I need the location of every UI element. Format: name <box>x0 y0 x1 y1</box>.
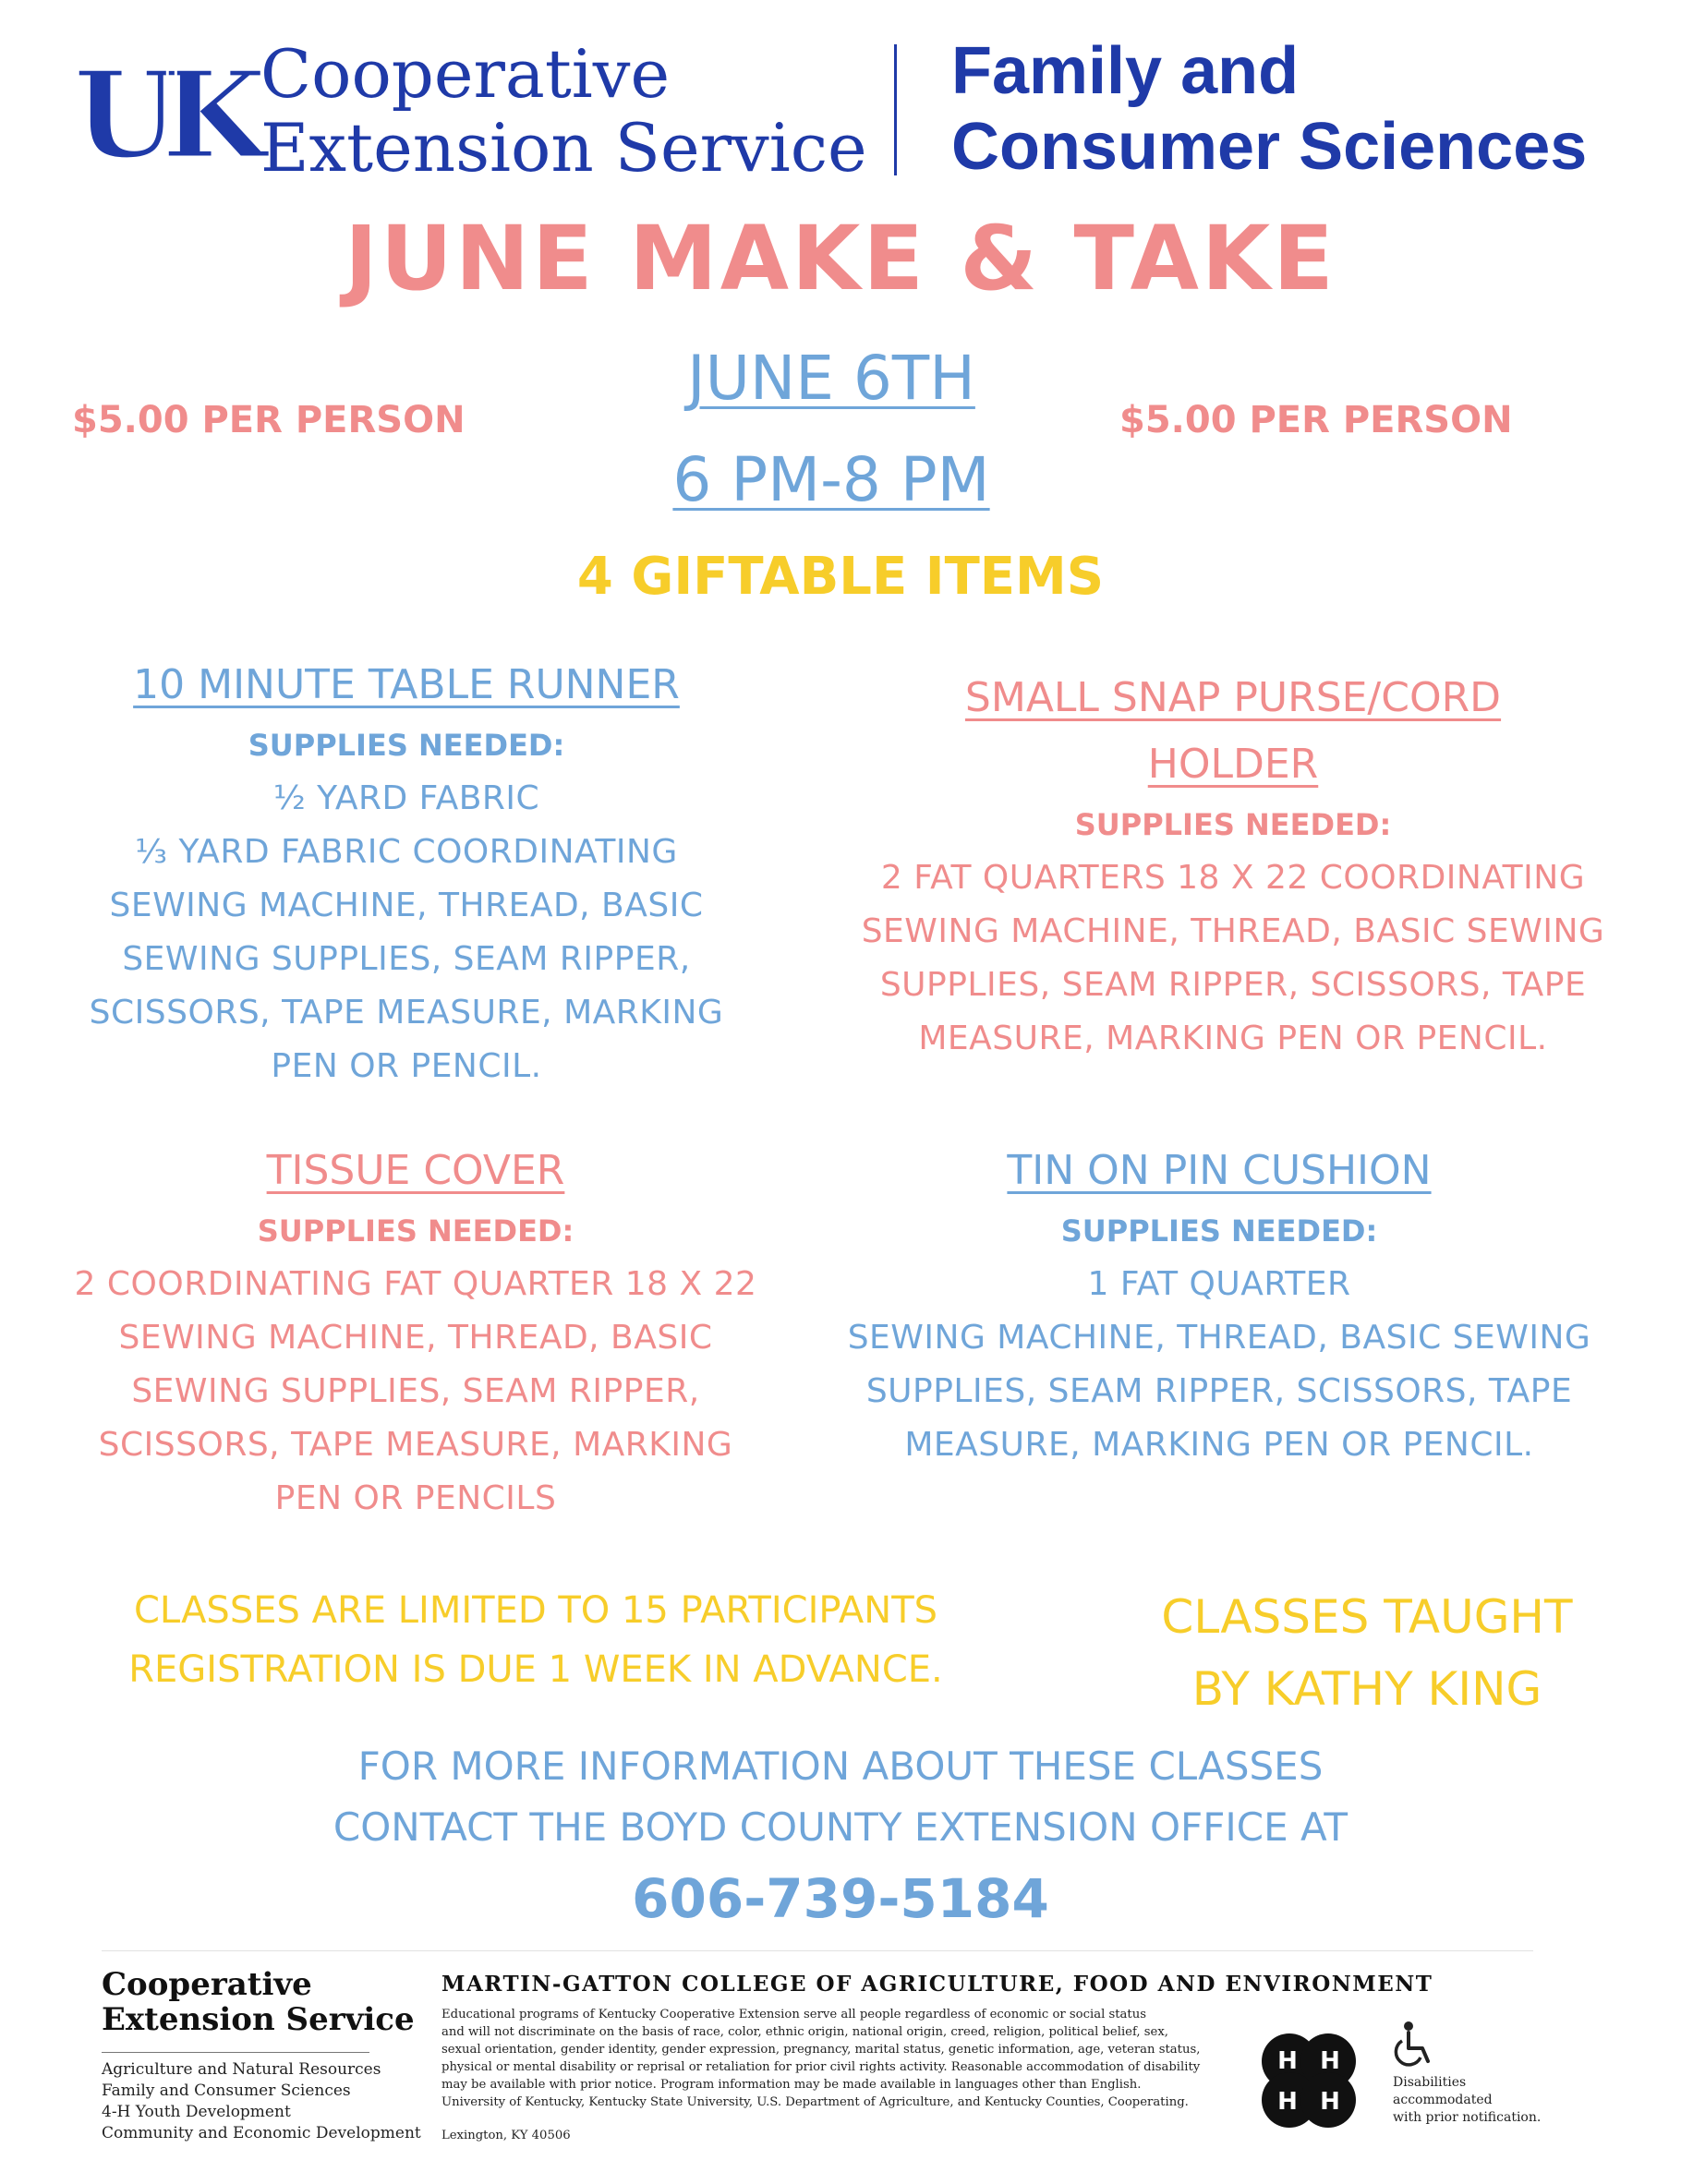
disability-line: Disabilities <box>1393 2075 1467 2090</box>
supply-line: ⅓ YARD FABRIC COORDINATING <box>135 833 678 871</box>
event-title: JUNE MAKE & TAKE <box>345 207 1336 310</box>
footer-location: Lexington, KY 40506 <box>441 2129 571 2142</box>
supply-line: SEWING MACHINE, THREAD, BASIC SEWING <box>861 912 1605 950</box>
supply-line: MEASURE, MARKING PEN OR PENCIL. <box>904 1426 1534 1464</box>
instructor-line2: BY KATHY KING <box>1191 1662 1542 1716</box>
project-tissue-cover <box>37 1138 794 1526</box>
disability-line: accommodated <box>1393 2093 1493 2107</box>
clover-letter: H <box>1320 2047 1340 2075</box>
footer-programs <box>102 2059 421 2144</box>
supplies-label: SUPPLIES NEEDED: <box>257 1213 574 1249</box>
footer-legal <box>441 2006 1236 2111</box>
supply-line: SEWING SUPPLIES, SEAM RIPPER, <box>122 940 691 978</box>
contact-phone: 606-739-5184 <box>632 1867 1049 1930</box>
uk-logo-letters: UK <box>73 44 250 186</box>
contact-line1: FOR MORE INFORMATION ABOUT THESE CLASSES <box>357 1744 1324 1789</box>
supply-line: PEN OR PENCIL. <box>271 1047 542 1085</box>
supply-line: MEASURE, MARKING PEN OR PENCIL. <box>918 1020 1548 1057</box>
disability-line: with prior notification. <box>1393 2110 1542 2125</box>
supply-line: PEN OR PENCILS <box>274 1479 557 1517</box>
uk-logo <box>73 44 250 186</box>
supply-line: SEWING SUPPLIES, SEAM RIPPER, <box>131 1372 700 1410</box>
supplies-label: SUPPLIES NEEDED: <box>1060 1213 1378 1249</box>
clover-letter: H <box>1277 2047 1298 2075</box>
class-limit: CLASSES ARE LIMITED TO 15 PARTICIPANTS <box>133 1589 938 1632</box>
contact-line2: CONTACT THE BOYD COUNTY EXTENSION OFFICE AT <box>333 1804 1348 1850</box>
header-divider <box>894 44 897 175</box>
project-title: TIN ON PIN CUSHION <box>1007 1147 1432 1194</box>
supply-line: SUPPLIES, SEAM RIPPER, SCISSORS, TAPE <box>865 1372 1573 1410</box>
clover-letter: H <box>1320 2088 1340 2116</box>
registration-note: REGISTRATION IS DUE 1 WEEK IN ADVANCE. <box>128 1648 943 1691</box>
clover-letter: H <box>1277 2088 1298 2116</box>
legal-line: physical or mental disability or reprisal or retaliation for prior civil rights activity. Reasonable accommodation of disability <box>441 2060 1201 2074</box>
instructor-line1: CLASSES TAUGHT <box>1161 1590 1573 1644</box>
price-right: $5.00 PER PERSON <box>1119 399 1513 441</box>
legal-line: University of Kentucky, Kentucky State University, U.S. Department of Agriculture, and Kentucky Counties, Cooperating. <box>441 2095 1189 2109</box>
footer-org <box>102 1967 415 2037</box>
class-notes <box>74 1581 998 1699</box>
contact-info <box>0 1736 1681 1858</box>
header-org-line2: Extension Service <box>260 109 867 187</box>
project-title: TISSUE COVER <box>266 1147 565 1194</box>
legal-line: sexual orientation, gender identity, gender expression, pregnancy, marital status, genetic information, age, veteran status, <box>441 2043 1201 2057</box>
project-title: 10 MINUTE TABLE RUNNER <box>133 661 680 708</box>
header-dept-line2: Consumer Sciences <box>951 110 1588 184</box>
disability-note <box>1393 2074 1541 2127</box>
event-date: JUNE 6TH <box>687 343 975 414</box>
supply-line: SCISSORS, TAPE MEASURE, MARKING <box>89 994 724 1032</box>
project-snap-purse <box>822 665 1644 1066</box>
legal-line: and will not discriminate on the basis of race, color, ethnic origin, national origin, creed, religion, political belief, sex, <box>441 2025 1168 2039</box>
supply-line: SEWING MACHINE, THREAD, BASIC <box>118 1319 713 1357</box>
supplies-label: SUPPLIES NEEDED: <box>1074 807 1392 842</box>
footer-org-rule <box>102 2052 369 2053</box>
header-dept-line1: Family and <box>951 34 1300 108</box>
supply-line: 1 FAT QUARTER <box>1087 1265 1351 1303</box>
project-table-runner <box>37 652 776 1093</box>
program-item: Community and Economic Development <box>102 2124 421 2142</box>
supply-line: 2 FAT QUARTERS 18 X 22 COORDINATING <box>880 859 1586 897</box>
project-pin-cushion <box>813 1138 1626 1472</box>
footer-college: MARTIN-GATTON COLLEGE OF AGRICULTURE, FOOD AND ENVIRONMENT <box>441 1972 1433 1997</box>
header-org-line1: Cooperative <box>260 35 671 113</box>
supply-line: SEWING MACHINE, THREAD, BASIC <box>109 887 704 924</box>
items-count: 4 GIFTABLE ITEMS <box>576 547 1105 607</box>
legal-line: may be available with prior notice. Program information may be made available in languages other than English. <box>441 2078 1142 2092</box>
footer-org-line2: Extension Service <box>102 2001 415 2038</box>
header-org <box>260 37 867 185</box>
supply-line: 2 COORDINATING FAT QUARTER 18 X 22 <box>74 1265 757 1303</box>
legal-line: Educational programs of Kentucky Cooperative Extension serve all people regardless of economic or social status <box>441 2008 1146 2021</box>
price-left: $5.00 PER PERSON <box>72 399 466 441</box>
program-item: Agriculture and Natural Resources <box>102 2060 381 2079</box>
program-item: Family and Consumer Sciences <box>102 2081 351 2100</box>
supply-line: SCISSORS, TAPE MEASURE, MARKING <box>98 1426 733 1464</box>
supply-line: SUPPLIES, SEAM RIPPER, SCISSORS, TAPE <box>879 966 1587 1004</box>
project-title-line1: SMALL SNAP PURSE/CORD <box>964 674 1502 721</box>
four-h-clover-icon <box>1249 2021 1369 2141</box>
header-dept <box>951 33 1587 185</box>
supply-line: ½ YARD FABRIC <box>272 779 540 817</box>
event-time: 6 PM-8 PM <box>672 444 990 515</box>
instructor-note <box>1108 1581 1626 1725</box>
footer-org-line1: Cooperative <box>102 1966 312 2003</box>
project-title-line2: HOLDER <box>1147 741 1319 788</box>
supply-line: SEWING MACHINE, THREAD, BASIC SEWING <box>847 1319 1591 1357</box>
supplies-label: SUPPLIES NEEDED: <box>248 728 565 763</box>
footer-divider <box>102 1950 1533 1951</box>
program-item: 4-H Youth Development <box>102 2103 291 2121</box>
wheelchair-icon <box>1393 2021 1435 2067</box>
